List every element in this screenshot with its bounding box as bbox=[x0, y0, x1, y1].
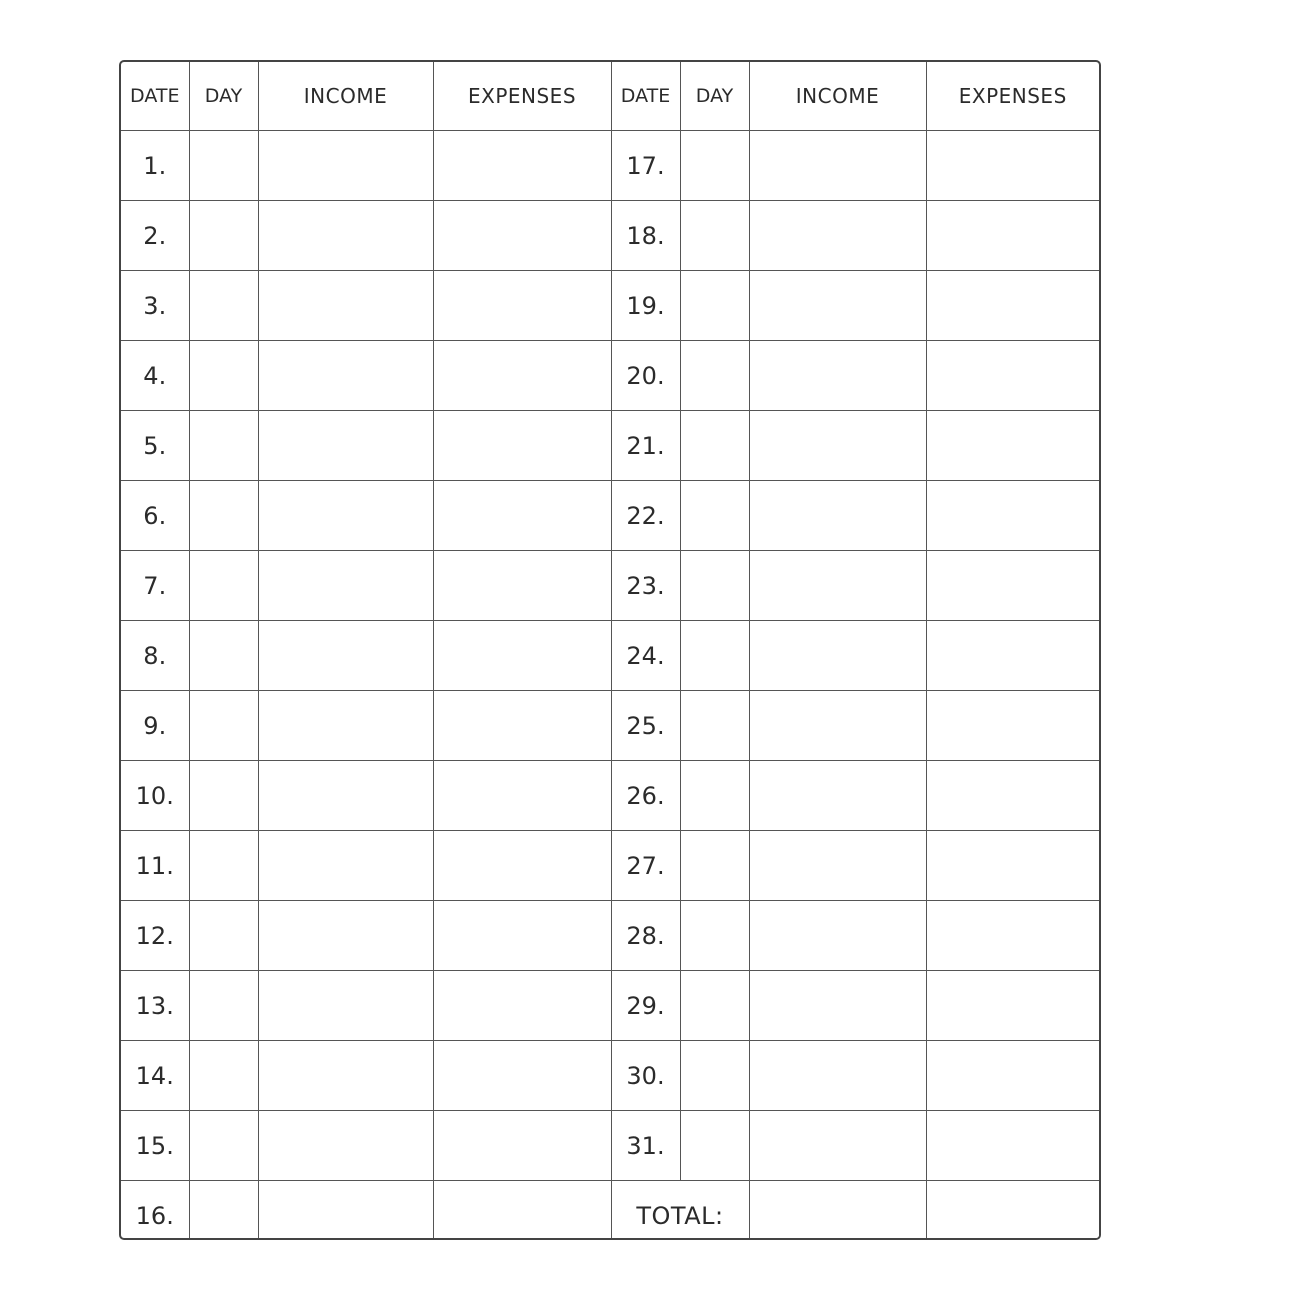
date-cell-right: 25. bbox=[611, 691, 680, 761]
expenses-cell-right[interactable] bbox=[926, 1041, 1099, 1111]
day-cell-left[interactable] bbox=[189, 411, 258, 481]
expenses-cell-left[interactable] bbox=[433, 971, 611, 1041]
date-cell-left: 1. bbox=[121, 131, 189, 201]
income-expense-table bbox=[121, 62, 1099, 1240]
expenses-cell-left[interactable] bbox=[433, 691, 611, 761]
date-cell-left: 3. bbox=[121, 271, 189, 341]
ledger-sheet bbox=[119, 60, 1101, 1240]
header-day-left: DAY bbox=[189, 62, 258, 131]
date-cell-left: 7. bbox=[121, 551, 189, 621]
day-cell-right[interactable] bbox=[680, 411, 749, 481]
day-cell-left[interactable] bbox=[189, 901, 258, 971]
table-row bbox=[121, 621, 1099, 691]
day-cell-right[interactable] bbox=[680, 1111, 749, 1181]
date-cell-left: 5. bbox=[121, 411, 189, 481]
expenses-cell-left[interactable] bbox=[433, 1181, 611, 1241]
income-cell-right[interactable] bbox=[749, 1041, 926, 1111]
table-row bbox=[121, 411, 1099, 481]
day-cell-right[interactable] bbox=[680, 831, 749, 901]
expenses-cell-right[interactable] bbox=[926, 411, 1099, 481]
day-cell-left[interactable] bbox=[189, 481, 258, 551]
expenses-cell-right[interactable] bbox=[926, 971, 1099, 1041]
date-cell-right: 31. bbox=[611, 1111, 680, 1181]
expenses-cell-right[interactable] bbox=[926, 271, 1099, 341]
expenses-cell-right[interactable] bbox=[926, 131, 1099, 201]
date-cell-right: 27. bbox=[611, 831, 680, 901]
day-cell-left[interactable] bbox=[189, 1111, 258, 1181]
income-cell-left[interactable] bbox=[258, 1181, 433, 1241]
day-cell-left[interactable] bbox=[189, 131, 258, 201]
date-cell-left: 16. bbox=[121, 1181, 189, 1241]
table-row bbox=[121, 341, 1099, 411]
date-cell-left: 11. bbox=[121, 831, 189, 901]
date-cell-right: 21. bbox=[611, 411, 680, 481]
day-cell-right[interactable] bbox=[680, 761, 749, 831]
day-cell-right[interactable] bbox=[680, 691, 749, 761]
income-cell-right[interactable] bbox=[749, 201, 926, 271]
expenses-cell-right[interactable] bbox=[926, 1111, 1099, 1181]
income-cell-left[interactable] bbox=[258, 411, 433, 481]
day-cell-left[interactable] bbox=[189, 761, 258, 831]
income-cell-left[interactable] bbox=[258, 901, 433, 971]
date-cell-left: 14. bbox=[121, 1041, 189, 1111]
date-cell-right: 20. bbox=[611, 341, 680, 411]
income-cell-right[interactable] bbox=[749, 831, 926, 901]
date-cell-right: 23. bbox=[611, 551, 680, 621]
income-cell-left[interactable] bbox=[258, 481, 433, 551]
date-cell-left: 8. bbox=[121, 621, 189, 691]
income-cell-right[interactable] bbox=[749, 971, 926, 1041]
table-row bbox=[121, 901, 1099, 971]
day-cell-left[interactable] bbox=[189, 271, 258, 341]
date-cell-right: 26. bbox=[611, 761, 680, 831]
date-cell-left: 10. bbox=[121, 761, 189, 831]
expenses-cell-left[interactable] bbox=[433, 201, 611, 271]
date-cell-left: 9. bbox=[121, 691, 189, 761]
expenses-cell-right[interactable] bbox=[926, 1181, 1099, 1241]
total-label: TOTAL: bbox=[611, 1181, 749, 1241]
header-date-right: DATE bbox=[611, 62, 680, 131]
income-cell-right[interactable] bbox=[749, 621, 926, 691]
table-row bbox=[121, 271, 1099, 341]
day-cell-right[interactable] bbox=[680, 901, 749, 971]
header-row bbox=[121, 62, 1099, 131]
header-date-left: DATE bbox=[121, 62, 189, 131]
expenses-cell-right[interactable] bbox=[926, 341, 1099, 411]
expenses-cell-right[interactable] bbox=[926, 761, 1099, 831]
table-row bbox=[121, 131, 1099, 201]
header-income-right: INCOME bbox=[749, 62, 926, 131]
table-row bbox=[121, 551, 1099, 621]
income-cell-right[interactable] bbox=[749, 551, 926, 621]
header-expenses-right: EXPENSES bbox=[926, 62, 1099, 131]
day-cell-right[interactable] bbox=[680, 621, 749, 691]
date-cell-left: 2. bbox=[121, 201, 189, 271]
income-cell-left[interactable] bbox=[258, 1041, 433, 1111]
date-cell-left: 6. bbox=[121, 481, 189, 551]
ledger-body bbox=[121, 131, 1099, 1241]
income-cell-left[interactable] bbox=[258, 971, 433, 1041]
income-cell-left[interactable] bbox=[258, 551, 433, 621]
expenses-cell-left[interactable] bbox=[433, 761, 611, 831]
income-cell-right[interactable] bbox=[749, 691, 926, 761]
day-cell-right[interactable] bbox=[680, 341, 749, 411]
expenses-cell-left[interactable] bbox=[433, 481, 611, 551]
table-row bbox=[121, 1181, 1099, 1241]
header-expenses-left: EXPENSES bbox=[433, 62, 611, 131]
day-cell-right[interactable] bbox=[680, 481, 749, 551]
income-cell-left[interactable] bbox=[258, 761, 433, 831]
date-cell-right: 17. bbox=[611, 131, 680, 201]
day-cell-left[interactable] bbox=[189, 1041, 258, 1111]
table-row bbox=[121, 1111, 1099, 1181]
day-cell-left[interactable] bbox=[189, 691, 258, 761]
expenses-cell-left[interactable] bbox=[433, 621, 611, 691]
expenses-cell-left[interactable] bbox=[433, 551, 611, 621]
income-cell-left[interactable] bbox=[258, 271, 433, 341]
header-day-right: DAY bbox=[680, 62, 749, 131]
date-cell-left: 12. bbox=[121, 901, 189, 971]
expenses-cell-left[interactable] bbox=[433, 901, 611, 971]
table-row bbox=[121, 831, 1099, 901]
table-row bbox=[121, 481, 1099, 551]
income-cell-left[interactable] bbox=[258, 341, 433, 411]
income-cell-right[interactable] bbox=[749, 341, 926, 411]
day-cell-right[interactable] bbox=[680, 551, 749, 621]
expenses-cell-right[interactable] bbox=[926, 621, 1099, 691]
income-cell-right[interactable] bbox=[749, 481, 926, 551]
table-row bbox=[121, 201, 1099, 271]
expenses-cell-left[interactable] bbox=[433, 1111, 611, 1181]
day-cell-left[interactable] bbox=[189, 551, 258, 621]
date-cell-right: 28. bbox=[611, 901, 680, 971]
date-cell-left: 4. bbox=[121, 341, 189, 411]
date-cell-right: 30. bbox=[611, 1041, 680, 1111]
income-cell-left[interactable] bbox=[258, 201, 433, 271]
expenses-cell-right[interactable] bbox=[926, 691, 1099, 761]
date-cell-right: 18. bbox=[611, 201, 680, 271]
table-row bbox=[121, 971, 1099, 1041]
income-cell-right[interactable] bbox=[749, 131, 926, 201]
income-cell-left[interactable] bbox=[258, 621, 433, 691]
expenses-cell-left[interactable] bbox=[433, 831, 611, 901]
date-cell-left: 15. bbox=[121, 1111, 189, 1181]
table-row bbox=[121, 691, 1099, 761]
income-cell-left[interactable] bbox=[258, 1111, 433, 1181]
date-cell-right: 24. bbox=[611, 621, 680, 691]
day-cell-right[interactable] bbox=[680, 271, 749, 341]
income-cell-right[interactable] bbox=[749, 1111, 926, 1181]
header-income-left: INCOME bbox=[258, 62, 433, 131]
income-cell-right[interactable] bbox=[749, 271, 926, 341]
income-cell-left[interactable] bbox=[258, 691, 433, 761]
expenses-cell-right[interactable] bbox=[926, 201, 1099, 271]
income-cell-right[interactable] bbox=[749, 1181, 926, 1241]
day-cell-left[interactable] bbox=[189, 971, 258, 1041]
expenses-cell-left[interactable] bbox=[433, 131, 611, 201]
expenses-cell-left[interactable] bbox=[433, 411, 611, 481]
expenses-cell-left[interactable] bbox=[433, 1041, 611, 1111]
expenses-cell-right[interactable] bbox=[926, 551, 1099, 621]
income-cell-right[interactable] bbox=[749, 901, 926, 971]
income-cell-left[interactable] bbox=[258, 831, 433, 901]
income-cell-right[interactable] bbox=[749, 411, 926, 481]
income-cell-left[interactable] bbox=[258, 131, 433, 201]
table-row bbox=[121, 761, 1099, 831]
expenses-cell-right[interactable] bbox=[926, 831, 1099, 901]
table-row bbox=[121, 1041, 1099, 1111]
expenses-cell-right[interactable] bbox=[926, 481, 1099, 551]
expenses-cell-left[interactable] bbox=[433, 341, 611, 411]
day-cell-left[interactable] bbox=[189, 831, 258, 901]
day-cell-left[interactable] bbox=[189, 201, 258, 271]
day-cell-left[interactable] bbox=[189, 341, 258, 411]
day-cell-left[interactable] bbox=[189, 621, 258, 691]
date-cell-right: 29. bbox=[611, 971, 680, 1041]
date-cell-right: 22. bbox=[611, 481, 680, 551]
expenses-cell-right[interactable] bbox=[926, 901, 1099, 971]
day-cell-right[interactable] bbox=[680, 971, 749, 1041]
day-cell-right[interactable] bbox=[680, 201, 749, 271]
date-cell-left: 13. bbox=[121, 971, 189, 1041]
income-cell-right[interactable] bbox=[749, 761, 926, 831]
date-cell-right: 19. bbox=[611, 271, 680, 341]
day-cell-left[interactable] bbox=[189, 1181, 258, 1241]
day-cell-right[interactable] bbox=[680, 1041, 749, 1111]
day-cell-right[interactable] bbox=[680, 131, 749, 201]
expenses-cell-left[interactable] bbox=[433, 271, 611, 341]
